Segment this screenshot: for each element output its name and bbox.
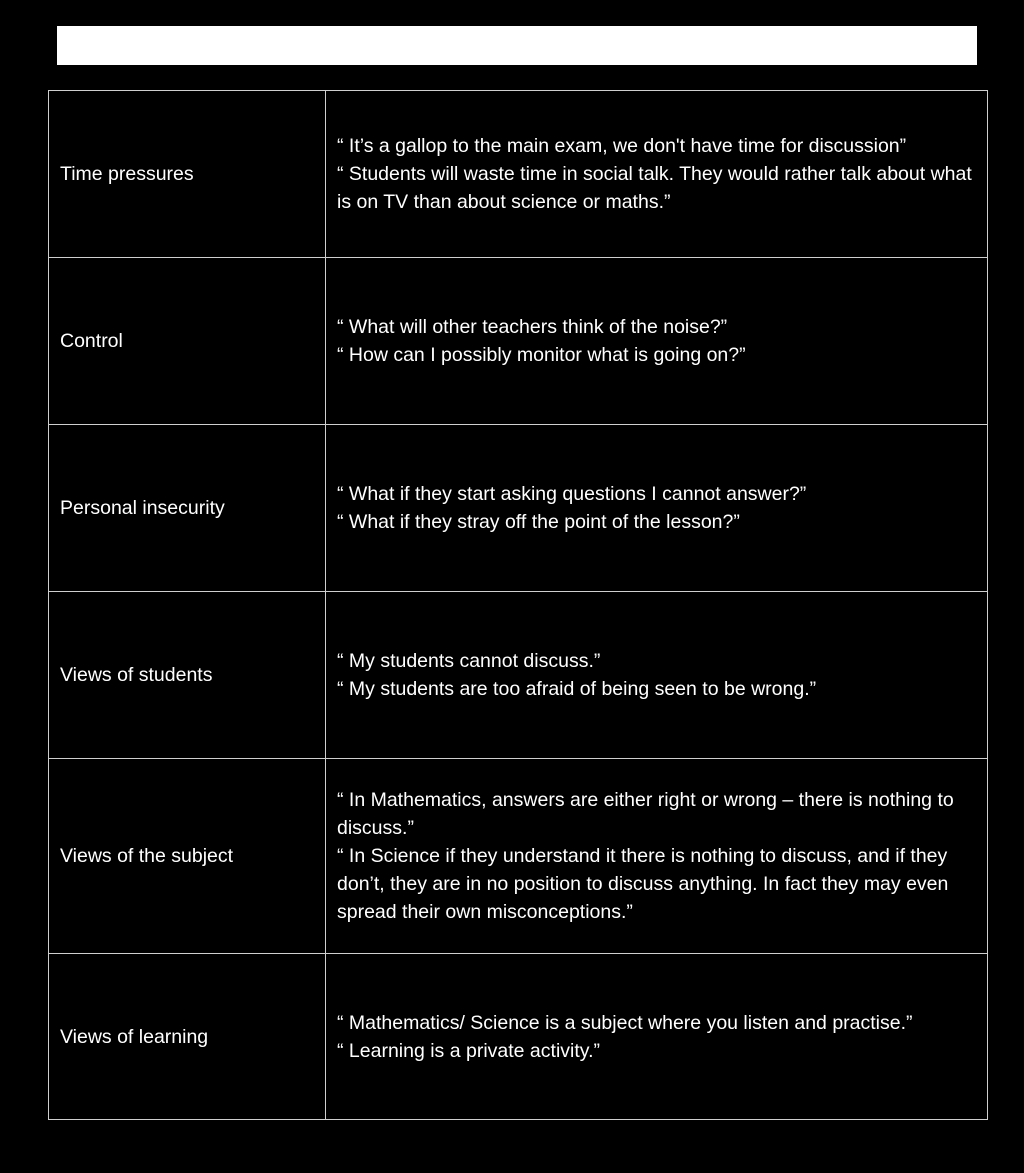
category-cell: Views of students <box>49 592 326 759</box>
category-cell: Control <box>49 258 326 425</box>
quotes-cell <box>326 425 988 592</box>
quote-text: “ Mathematics/ Science is a subject where you listen and practise.” <box>337 1011 913 1034</box>
quote-text: “ It’s a gallop to the main exam, we don't have time for discussion” <box>337 135 907 157</box>
quote-text: “ How can I possibly monitor what is going on?” <box>337 344 746 366</box>
table-row <box>49 425 988 592</box>
quotes-cell <box>326 954 988 1120</box>
table-row <box>49 91 988 258</box>
quotes-cell <box>326 91 988 258</box>
quote-text: “ Students will waste time in social talk. They would rather talk about what is on TV than about science or maths.” <box>337 163 978 213</box>
quotes-cell <box>326 592 988 759</box>
quote-text: “ Learning is a private activity.” <box>337 1039 600 1062</box>
quote-text: “ In Science if they understand it there is nothing to discuss, and if they don’t, they are in no position to discuss anything. In fact they may even spread their own misconceptions.” <box>337 845 954 923</box>
quote-text: “ My students cannot discuss.” <box>337 650 601 672</box>
quote-text: “ What if they start asking questions I cannot answer?” <box>337 483 807 505</box>
quote-text: “ What will other teachers think of the noise?” <box>337 316 728 338</box>
table-row <box>49 759 988 954</box>
quote-text: “ What if they stray off the point of the lesson?” <box>337 511 740 533</box>
category-cell: Personal insecurity <box>49 425 326 592</box>
concerns-table <box>48 90 988 1120</box>
title-bar <box>57 26 977 65</box>
quote-text: “ My students are too afraid of being seen to be wrong.” <box>337 678 817 700</box>
quote-text: “ In Mathematics, answers are either right or wrong – there is nothing to discuss.” <box>337 789 960 839</box>
quotes-cell <box>326 258 988 425</box>
table-row <box>49 258 988 425</box>
table-row <box>49 954 988 1120</box>
table-row <box>49 592 988 759</box>
category-cell: Views of learning <box>49 954 326 1120</box>
category-cell: Time pressures <box>49 91 326 258</box>
quotes-cell <box>326 759 988 954</box>
category-cell: Views of the subject <box>49 759 326 954</box>
